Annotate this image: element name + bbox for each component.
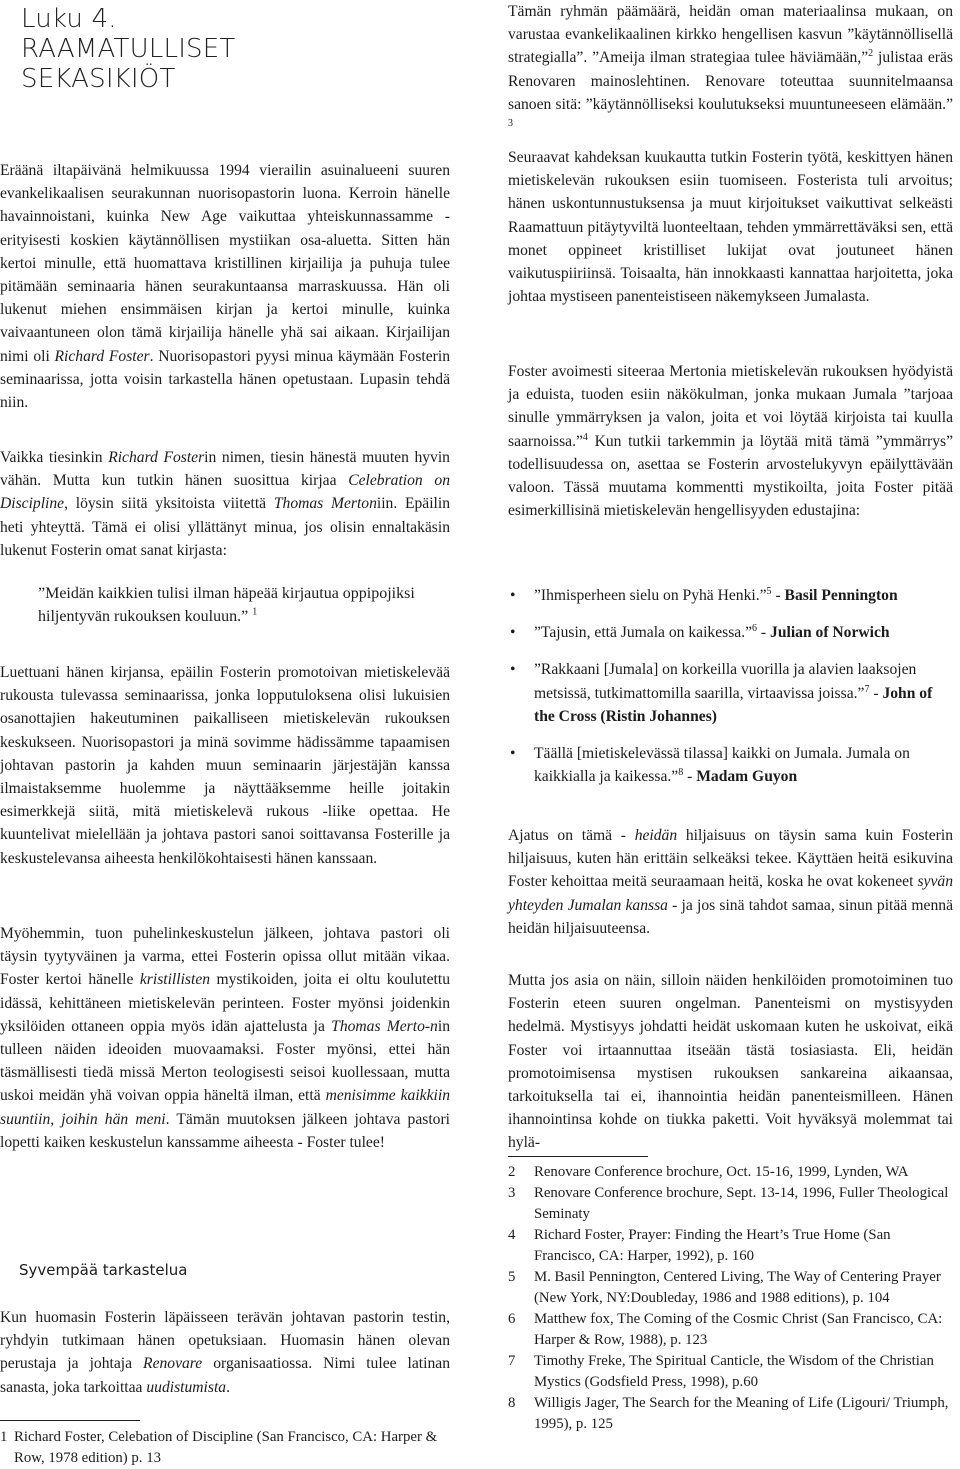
footnote-number: 3: [508, 1185, 516, 1201]
footnote-ref: 1: [252, 606, 258, 618]
footnote-number: 4: [508, 1227, 516, 1243]
mystic-quote: ”Ihmisperheen sielu on Pyhä Henki.”: [534, 587, 767, 604]
footnote-text: Timothy Freke, The Spiritual Canticle, the Wisdom of the Christian Mystics (Godsfield Press, 1998), p.60: [534, 1353, 934, 1390]
quote-list-item: [508, 584, 938, 607]
attribution-separator: -: [869, 684, 883, 702]
footnote-text: Richard Foster, Prayer: Finding the Heart’s True Home (San Francisco, CA: Harper, 1992), p. 160: [534, 1227, 891, 1264]
quote-author: Madam Guyon: [696, 768, 798, 786]
footnote-ref: 2: [868, 48, 874, 60]
footnotes-list: [508, 1162, 953, 1435]
right-paragraph-3: [508, 360, 953, 522]
italic-run: uudistumista: [146, 1378, 227, 1396]
footnote-divider: [0, 1420, 140, 1421]
chapter-title-line-1: RAAMATULLISET: [21, 34, 236, 64]
footnote-number: 2: [508, 1164, 516, 1180]
bullet-icon: •: [510, 624, 516, 642]
footnote-ref: 3: [508, 117, 513, 129]
text-run: mystikoiden, joita ei oltu koulutettu idässä, kehittäneen mietiskelevän perinteen. Foster myönsi joidenkin yksilöiden ottaneen oppia myös idän ajattelusta ja: [0, 971, 450, 1035]
right-paragraph-1: [508, 0, 953, 139]
quote-list-item: [508, 621, 938, 644]
text-run: julistaa eräs Renovaren mainoslehtinen. Renovare toteuttaa suunnitelmaansa sanoen sitä: ”käytännölliseksi koulutukseksi muuntuneeseen elämään.”: [508, 49, 953, 113]
footnote: [508, 1162, 953, 1183]
text-run: in tulleen näiden ideoiden muovaamaksi. Foster myönsi, ettei hän täsmällisesti tiedä missä Merton teologisesti seisoi kuollessaan, mutta uskoi meidän yhä voivan oppia häneltä ilman, että: [0, 1017, 450, 1105]
text-run: Eräänä iltapäivänä helmikuussa 1994 vierailin asuinalueeni suuren evankelikaalisen seurakunnan nuorisopastorin luona. Kerroin hänelle havainnoistani, kuinka New Age vaikuttaa yhteiskunnassamme - erityisesti koskien käytännöllisen mystiikan osa-aluetta. Sitten hän kertoi minulle, että huomattava kristillinen kirjailija ja puhuja tulee pitämään seminaaria hänen seurakuntaansa marraskuussa. Hän oli lukenut miehen ensimmäisen kirjan ja kertoi minulle, kuinka vaivaantuneen olon tämä kirjailija hänelle yhä sai aikaan. Kirjailijan nimi oli: [0, 162, 450, 365]
footnote-number: 8: [508, 1395, 516, 1411]
footnote: [508, 1309, 953, 1351]
text-run: . Tämän muutoksen jälkeen johtava pastori lopetti kaiken keskustelun kanssamme aiheesta - Foster tulee!: [0, 1110, 451, 1151]
text-run: iin. Epäilin heti yhteyttä. Tämä ei olisi yllättänyt minua, jos olisin ennaltakäsin lukenut Fosterin omat sanat kirjasta:: [0, 495, 450, 559]
footnote-text: Matthew fox, The Coming of the Cosmic Christ (San Francisco, CA: Harper & Row, 1988), p. 123: [534, 1311, 943, 1348]
footnote-number: 7: [508, 1353, 516, 1369]
bullet-icon: •: [510, 745, 516, 763]
footnote: [508, 1351, 953, 1393]
text-run: in nimen, tiesin hänestä muuten hyvin vähän. Mutta kun tutkin hänen suosittua kirjaa: [0, 449, 450, 490]
text-run: Ajatus on tämä -: [508, 827, 635, 844]
mystic-quote: ”Tajusin, että Jumala on kaikessa.”: [534, 624, 753, 642]
mystic-quote: Täällä [mietiskelevässä tilassa] kaikki on Jumala. Jumala on kaikkialla ja kaikessa.”: [534, 745, 910, 786]
text-run: - ja jos sinä tahdot samaa, sinun pitää mennä heidän hiljaisuuteensa.: [508, 896, 953, 937]
italic-run: Thomas Merto-n: [331, 1017, 438, 1035]
italic-run: kristillisten: [139, 971, 211, 989]
left-paragraph-4: [0, 922, 450, 1154]
italic-run: menisimme kaikkiin suuntiin, joihin hän meni: [0, 1087, 450, 1128]
quote-text: ”Meidän kaikkien tulisi ilman häpeää kirjautua oppipojiksi hiljentyvän rukouksen kouluun.”: [38, 585, 415, 626]
text-run: Tämän ryhmän päämäärä, heidän oman materiaalinsa mukaan, on varustaa evankelikaalinen kirkko hengellisen kasvun ”käytännöllisellä strategialla”. ”Ameija ilman strategiaa tulee häviämään,”: [508, 3, 953, 67]
text-run: .: [226, 1378, 230, 1396]
chapter-heading: [21, 4, 235, 94]
footnote-divider: [508, 1156, 648, 1157]
left-paragraph-3: Luettuani hänen kirjansa, epäilin Fosterin promotoivan mietiskelevää rukousta tulevassa seminaarissa, jonka lopputuloksena olisi lukuisien osanottajien hakeutuminen paikalliseen mietiskelevän rukouksen keskukseen. Nuorisopastori ja minä sovimme hädissämme tapaamisen johtavan pastorin ja kahden muun seminaarin järjestäjän kanssa ilmaistaksemme huolemme ja näyttääksemme heille joitakin esimerkkejä siitä, mitä mietiskelevä rukous -liike opettaa. He kuuntelivat mielellään ja johtava pastori sanoi soittavansa Fosterille ja keskustelevansa aiheesta henkilökohtaisesti hänen kanssaan.: [0, 664, 450, 867]
mystic-quote: ”Rakkaani [Jumala] on korkeilla vuorilla ja alavien laaksojen metsissä, tutkimattomilla saarilla, virtaavissa joissa.”: [534, 661, 917, 702]
quote-author: Julian of Norwich: [770, 624, 890, 642]
block-quote: [0, 582, 438, 628]
text-run: Foster avoimesti siteeraa Mertonia mietiskelevän rukouksen hyödyistä ja eduista, tuoden esiin näkökulman, jonka mukaan Jumala ”tarjoaa sinulle ymmärryksen ja valon, joita et voi löytää kirjoista tai kuulla saarnoissa.”: [508, 363, 953, 450]
text-run: , löysin siitä yksitoista viitettä: [64, 495, 274, 513]
footnote-ref: 4: [582, 431, 588, 443]
text-run: Kun tutkii tarkemmin ja löytää mitä tämä ”ymmärrys” todellisuudessa on, asettaa se Fosterin arvostelukyvyn epäilyttävään valoon. Tässä muutama kommentti mystikoilta, joita Foster pitää esimerkillisinä mietiskelevän hengellisyyden edustajina:: [508, 432, 953, 520]
text-run: Myöhemmin, tuon puhelinkeskustelun jälkeen, johtava pastori oli täysin tyytyväinen ja varma, ettei Fosterin opissa ollut mitään vikaa. Foster kertoi hänelle: [0, 925, 450, 989]
italic-run: syvän yhteyden Jumalan kanssa: [508, 873, 953, 914]
text-run: Kun huomasin Fosterin läpäisseen terävän johtavan pastorin testin, ryhdyin tutkimaan hänen opetuksiaan. Huomasin hänen olevan perustaja ja johtaja: [0, 1309, 450, 1373]
footnote-number: 1: [0, 1429, 8, 1445]
italic-run: Celebration on Discipline: [0, 472, 450, 513]
quote-list: [508, 584, 938, 802]
bullet-icon: •: [510, 661, 516, 679]
footnote-ref: 8: [678, 767, 684, 779]
chapter-title-line-2: SEKASIKIÖT: [21, 64, 176, 94]
footnote-number: 6: [508, 1311, 516, 1327]
quote-author: John of the Cross (Ristin Johannes): [534, 684, 933, 725]
text-run: . Nuorisopastori pyysi minua käymään Fosterin seminaarissa, jotta voisin tarkastella hänen opetustaan. Lupasin tehdä niin.: [0, 347, 450, 412]
quote-author: Basil Pennington: [784, 587, 898, 604]
footnote: [508, 1393, 953, 1435]
footnote-number: 5: [508, 1269, 516, 1285]
italic-run: Thomas Merton: [273, 495, 377, 513]
footnote-text: Renovare Conference brochure, Oct. 15-16, 1999, Lynden, WA: [534, 1164, 909, 1180]
footnote: [0, 1427, 450, 1469]
section-subheading: Syvempää tarkastelua: [19, 1261, 188, 1279]
italic-run: heidän: [634, 827, 678, 844]
quote-list-item: [508, 658, 938, 728]
footnote-text: Renovare Conference brochure, Sept. 13-14, 1996, Fuller Theological Seminaty: [534, 1185, 949, 1222]
right-paragraph-5: Mutta jos asia on näin, silloin näiden henkilöiden promotoiminen tuo Fosterin eteen suuren ongelman. Panenteismi on mystisyyden hedelmä. Mystisyys johdatti heidät uskomaan kuten he uskoivat, eikä Foster voi irtaannuttaa itseään tästä tosiasiasta. Eli, heidän promotoimisensa mystisen rukouksen sankareina aikaansaa, tarkoituksella tai ei, ihannointia heidän panenteismilleen. Hänen ihannointinsa kohde on tiukka paketti. Voit hyväksyä molemmat tai hylä-: [508, 972, 953, 1152]
text-run: organisaatiossa. Nimi tulee latinan sanasta, joka tarkoittaa: [0, 1355, 450, 1396]
italic-run: Richard Foster: [108, 449, 205, 466]
attribution-separator: -: [683, 768, 697, 786]
text-run: Vaikka tiesinkin: [0, 449, 109, 466]
italic-run: Richard Foster: [54, 347, 150, 365]
left-paragraph-5: [0, 1306, 450, 1399]
chapter-number: Luku 4.: [21, 4, 117, 34]
footnote-ref: 6: [752, 623, 758, 635]
left-paragraph-2: [0, 446, 450, 562]
footnote-text: Richard Foster, Celebation of Discipline (San Francisco, CA: Harper & Row, 1978 edition) p. 13: [14, 1429, 438, 1466]
right-paragraph-2: Seuraavat kahdeksan kuukautta tutkin Fosterin työtä, keskittyen hänen mietiskelevän rukouksen esiin tuomiseen. Fosterista tuli arvoitus; hänen uskontunnustuksensa ja muut kirjoitukset vaikuttivat selkeästi Raamattuun pitäytyviltä luonteeltaan, tehden ymmärrettäväksi sen, että monet oppineet kristilliset lukijat ovat joutuneet hänen vaikutuspiiriinsä. Toisaalta, hän innokkaasti kannattaa harjoitetta, joka johtaa mystiseen panenteistiseen näkemykseen Jumalasta.: [508, 149, 953, 306]
bullet-icon: •: [510, 587, 516, 604]
quote-list-item: [508, 742, 938, 788]
footnote-ref: 7: [864, 683, 870, 695]
text-run: hiljaisuus on täysin sama kuin Fosterin hiljaisuus, kuten hän erittäin selkeäksi tekee. Käyttäen heitä esikuvina Foster kehoittaa meitä seuraamaan heitä, koska he ovat kokeneet: [508, 827, 953, 891]
right-paragraph-4: [508, 824, 953, 940]
italic-run: Renovare: [143, 1355, 203, 1373]
footnote-text: Willigis Jager, The Search for the Meaning of Life (Ligouri/ Triumph, 1995), p. 125: [534, 1395, 949, 1432]
attribution-separator: -: [757, 624, 771, 642]
left-paragraph-1: [0, 159, 450, 414]
footnote: [508, 1183, 953, 1225]
footnote-text: M. Basil Pennington, Centered Living, The Way of Centering Prayer (New York, NY:Doubleday, 1986 and 1988 editions), p. 104: [534, 1269, 941, 1306]
footnote-ref: 5: [766, 585, 772, 597]
footnote: [508, 1225, 953, 1267]
footnote: [508, 1267, 953, 1309]
attribution-separator: -: [771, 587, 785, 604]
